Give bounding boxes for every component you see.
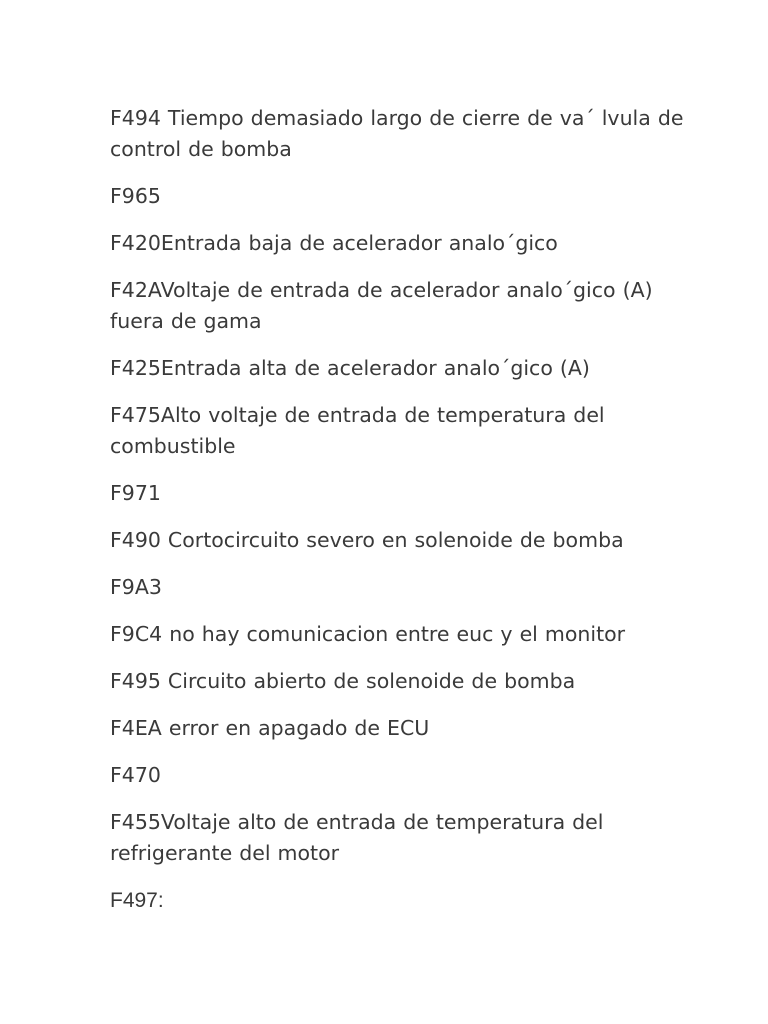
fault-code-entry: F9C4 no hay comunicacion entre euc y el monitor [110, 622, 626, 646]
fault-code-entry: F42AVoltaje de entrada de acelerador analo´gico (A) fuera de gama [110, 278, 653, 333]
fault-code-entry: F490 Cortocircuito severo en solenoide de bomba [110, 528, 624, 552]
fault-code-entry: F495 Circuito abierto de solenoide de bomba [110, 669, 576, 693]
fault-code-entry: F494 Tiempo demasiado largo de cierre de va´ lvula de control de bomba [110, 106, 684, 161]
fault-code-entry: F9A3 [110, 575, 162, 599]
fault-code-entry: F965 [110, 184, 161, 208]
fault-code-entry: F497: [110, 889, 164, 912]
fault-code-entry: F4EA error en apagado de ECU [110, 716, 430, 740]
fault-code-entry: F420Entrada baja de acelerador analo´gico [110, 231, 558, 255]
fault-code-entry: F475Alto voltaje de entrada de temperatura del combustible [110, 403, 605, 458]
fault-code-entry: F425Entrada alta de acelerador analo´gico (A) [110, 356, 590, 380]
fault-code-list [110, 103, 690, 932]
fault-code-entry: F470 [110, 763, 161, 787]
fault-code-entry: F971 [110, 481, 161, 505]
fault-code-entry: F455Voltaje alto de entrada de temperatura del refrigerante del motor [110, 810, 604, 865]
